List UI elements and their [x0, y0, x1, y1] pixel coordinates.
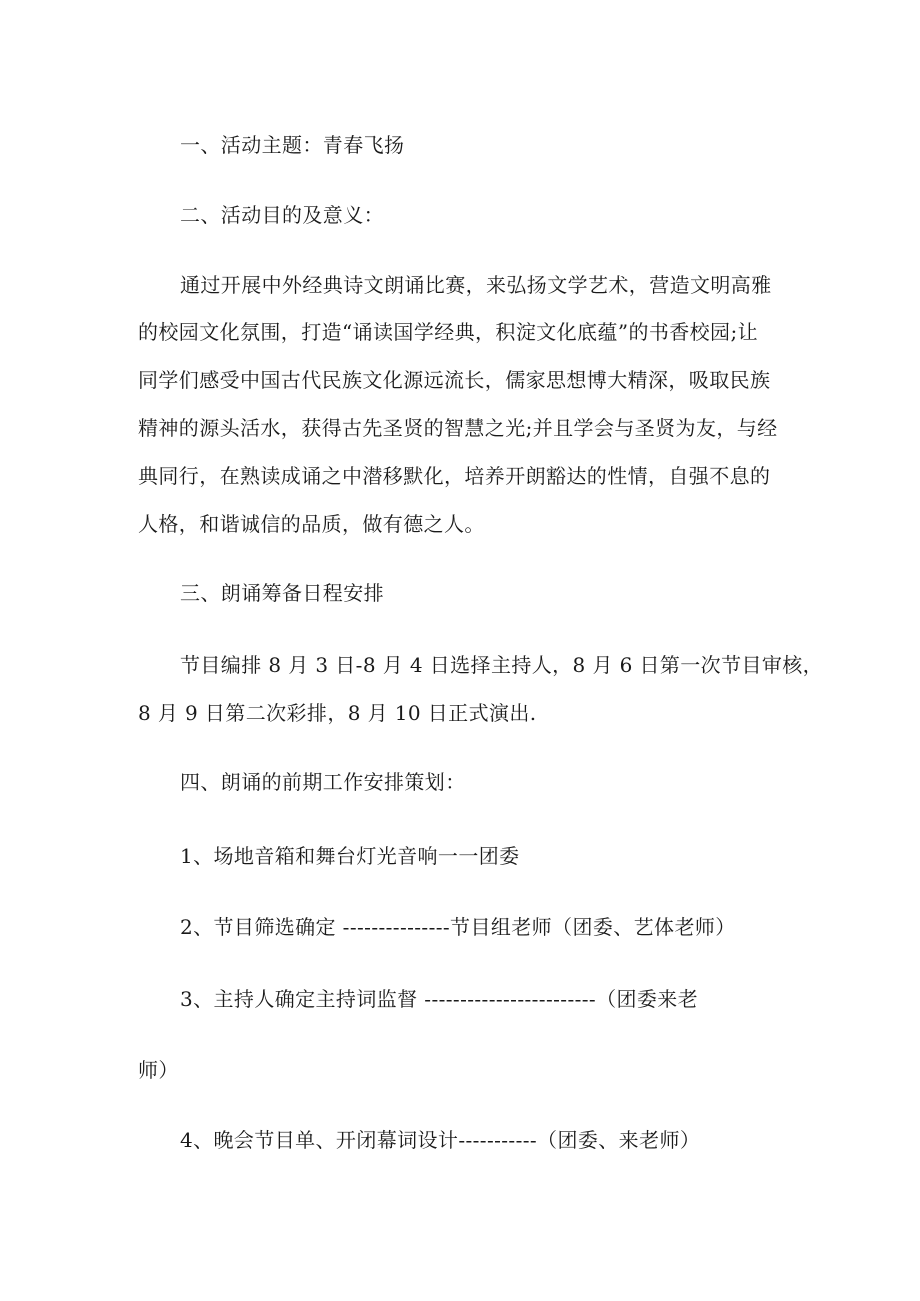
purpose-paragraph-line: 的校园文化氛围，打造“诵读国学经典，积淀文化底蕴”的书香校园;让: [138, 320, 758, 344]
task-item: 4、晚会节目单、开闭幕词设计-----------（团委、来老师）: [180, 1128, 701, 1152]
purpose-paragraph-line: 人格，和谐诚信的品质，做有德之人。: [138, 512, 485, 536]
section-heading-tasks: 四、朗诵的前期工作安排策划：: [180, 770, 466, 794]
purpose-paragraph-line: 同学们感受中国古代民族文化源远流长，儒家思想博大精深，吸取民族: [138, 368, 771, 392]
section-heading-purpose: 二、活动目的及意义：: [180, 203, 384, 227]
section-heading-schedule: 三、朗诵筹备日程安排: [180, 581, 384, 605]
task-item-continuation: 师）: [138, 1058, 179, 1082]
task-item: 1、场地音箱和舞台灯光音响一一团委: [180, 844, 520, 868]
purpose-paragraph-line: 精神的源头活水，获得古先圣贤的智慧之光;并且学会与圣贤为友，与经: [138, 416, 778, 440]
task-item: 3、主持人确定主持词监督 ------------------------（团委来老: [180, 987, 699, 1011]
task-item: 2、节目筛选确定 ---------------节目组老师（团委、艺体老师）: [180, 915, 736, 939]
schedule-paragraph-line: 8 月 9 日第二次彩排，8 月 10 日正式演出.: [138, 701, 537, 725]
purpose-paragraph-line: 典同行，在熟读成诵之中潜移默化，培养开朗豁达的性情，自强不息的: [138, 464, 771, 488]
purpose-paragraph-line: 通过开展中外经典诗文朗诵比赛，来弘扬文学艺术，营造文明高雅: [180, 273, 772, 297]
schedule-paragraph-line: 节目编排 8 月 3 日-8 月 4 日选择主持人，8 月 6 日第一次节目审核，: [180, 653, 824, 677]
section-heading-theme: 一、活动主题：青春飞扬: [180, 133, 405, 157]
